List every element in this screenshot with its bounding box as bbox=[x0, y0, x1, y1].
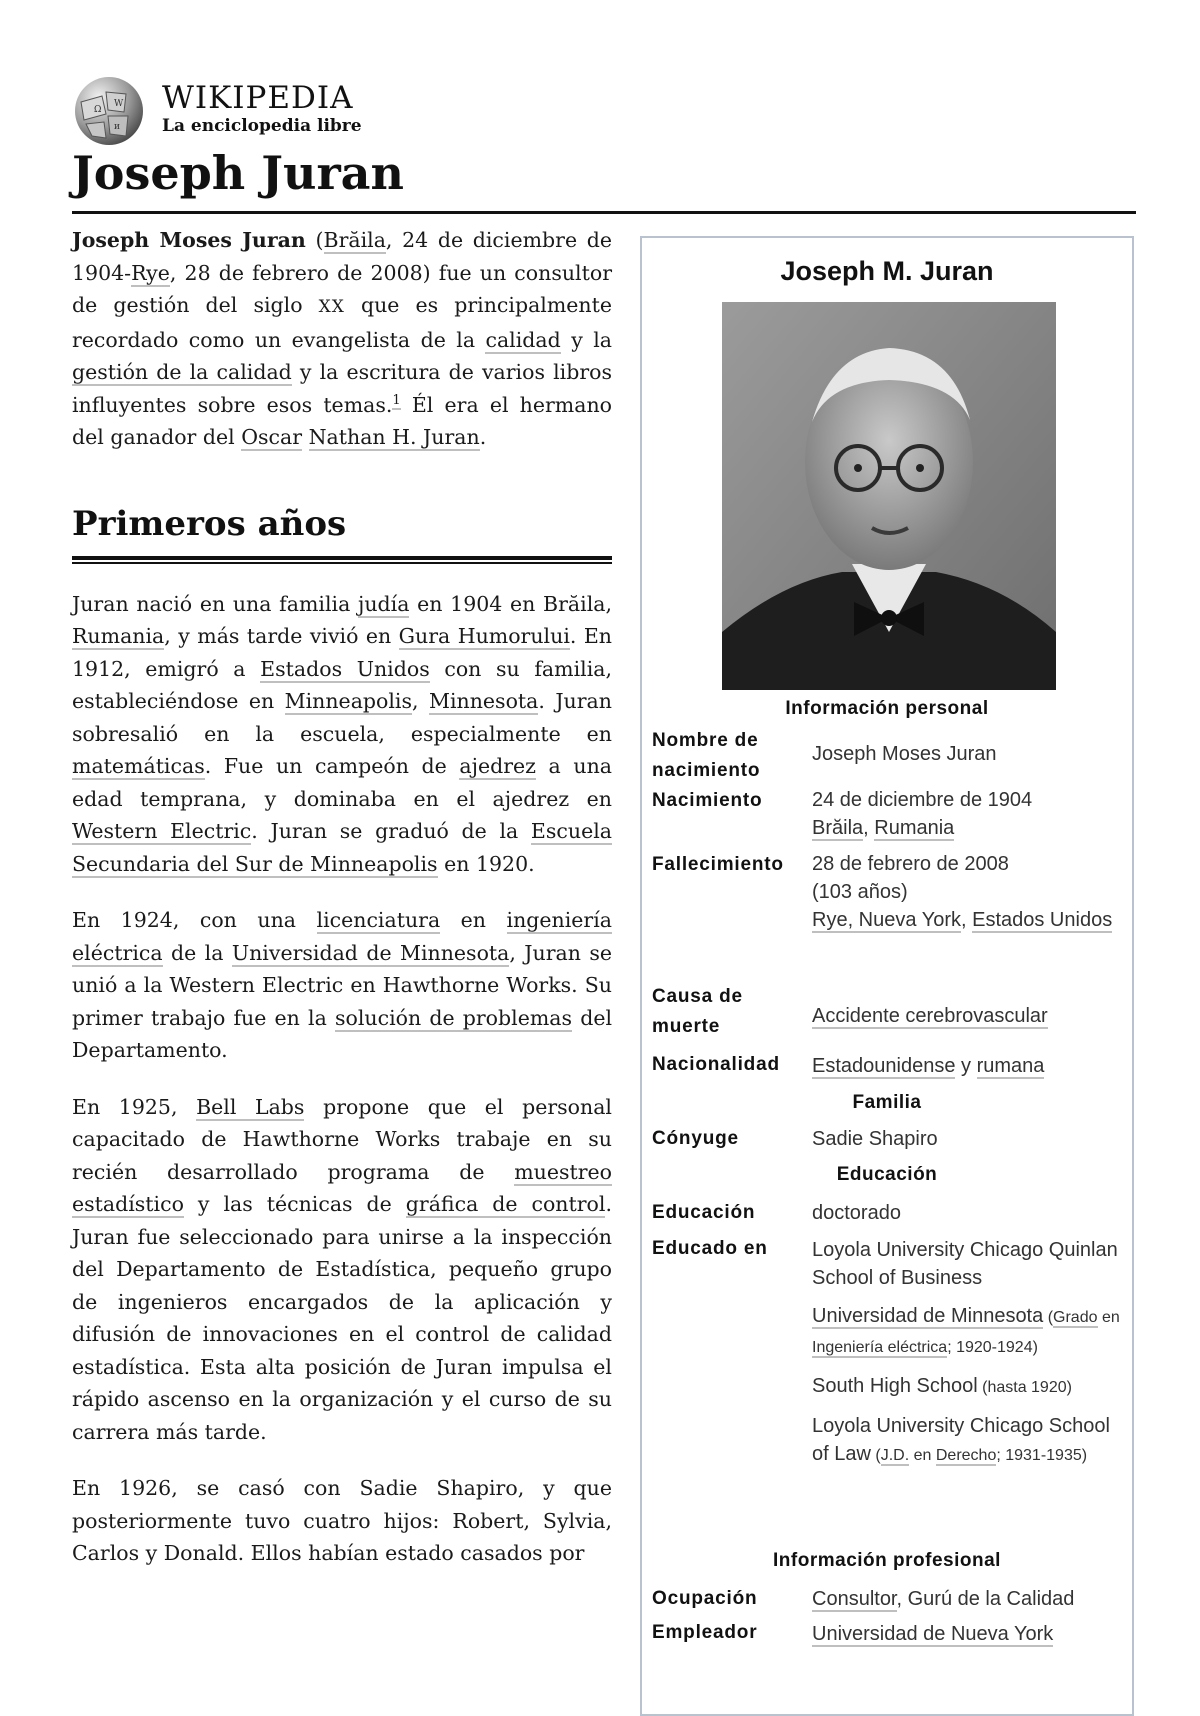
link-rye[interactable]: Rye bbox=[131, 260, 170, 285]
value-conyuge: Sadie Shapiro bbox=[812, 1128, 938, 1150]
value-nacimiento: 24 de diciembre de 1904 Brăila, Rumania bbox=[812, 789, 1033, 839]
value-ocupacion: Consultor, Gurú de la Calidad bbox=[812, 1588, 1075, 1610]
wikipedia-globe-icon[interactable] bbox=[72, 74, 146, 148]
link-judia[interactable]: judía bbox=[358, 591, 410, 616]
page-title: Joseph Juran bbox=[72, 146, 404, 200]
section-divider bbox=[72, 556, 612, 564]
link-grado[interactable]: Grado bbox=[1053, 1309, 1098, 1326]
label-educacion: Educación bbox=[652, 1202, 756, 1223]
label-ocupacion: Ocupación bbox=[652, 1588, 758, 1609]
edu-item: South High School (hasta 1920) bbox=[812, 1375, 1072, 1397]
value-nombre-nacimiento: Joseph Moses Juran bbox=[812, 743, 997, 765]
link-nathan-juran[interactable]: Nathan H. Juran bbox=[308, 425, 480, 449]
label-nacionalidad: Nacionalidad bbox=[652, 1054, 780, 1075]
link-matematicas[interactable]: matemáticas bbox=[72, 754, 205, 778]
link-accidente-cerebrovascular[interactable]: Accidente cerebrovascular bbox=[812, 1005, 1048, 1027]
label-conyuge: Cónyuge bbox=[652, 1128, 739, 1149]
link-universidad-minnesota[interactable]: Universidad de Minnesota bbox=[231, 940, 510, 965]
svg-text:Ω: Ω bbox=[94, 105, 102, 115]
label-fallecimiento: Fallecimiento bbox=[652, 854, 784, 875]
value-educacion: doctorado bbox=[812, 1202, 901, 1224]
portrait-photo[interactable] bbox=[722, 302, 1056, 690]
century-numeral: XX bbox=[318, 297, 345, 317]
link-muestreo-estadistico[interactable]: muestreo estadístico bbox=[72, 1159, 612, 1216]
article-body bbox=[72, 224, 612, 1570]
link-bell-labs[interactable]: Bell Labs bbox=[196, 1094, 305, 1119]
link-universidad-nueva-york[interactable]: Universidad de Nueva York bbox=[812, 1623, 1054, 1645]
wikipedia-tagline: La enciclopedia libre bbox=[162, 116, 362, 136]
paragraph: Juran nació en una familia judía en 1904 en Brăila, Rumania, y más tarde vivió en Gura Humorului. En 1912, emigró a Estados Unidos con su familia, estableciéndose en Minneapolis, Minnesota. Juran sobresalió en la escuela, especialmente en matemáticas. Fue un campeón de ajedrez a una edad temprana, y dominaba en el ajedrez en Western Electric. Juran se graduó de la Escuela Secundaria del Sur de Minneapolis en 1920. bbox=[72, 591, 612, 876]
title-divider bbox=[72, 211, 1136, 214]
link-rumana[interactable]: rumana bbox=[976, 1055, 1045, 1077]
link-gura-humorului[interactable]: Gura Humorului bbox=[398, 624, 570, 648]
infobox bbox=[640, 236, 1134, 1716]
link-consultor[interactable]: Consultor bbox=[812, 1588, 897, 1610]
paragraph: En 1924, con una licenciatura en ingeniería eléctrica de la Universidad de Minnesota, Juran se unió a la Western Electric en Hawthorne Works. Su primer trabajo fue en la solución de problemas del Departamento. bbox=[72, 908, 613, 1062]
section-header-familia: Familia bbox=[852, 1092, 922, 1113]
section-header-profesional: Información profesional bbox=[773, 1550, 1001, 1571]
intro-paragraph: Joseph Moses Juran (Brăila, 24 de diciembre de 1904-Rye, 28 de febrero de 2008) fue un consultor de gestión del siglo XX que es principalmente recordado como un evangelista de la calidad y la gestión de la calidad y la escritura de varios libros influyentes sobre esos temas.$^1$ Él era el hermano del ganador del Oscar Nathan H. Juran. bbox=[72, 228, 612, 449]
link-calidad[interactable]: calidad bbox=[485, 327, 561, 352]
link-estados-unidos[interactable]: Estados Unidos bbox=[972, 909, 1113, 931]
label-causa-muerte: Causa de muerte bbox=[652, 986, 743, 1037]
label-nombre-nacimiento: Nombre de nacimiento bbox=[652, 730, 761, 781]
value-nacionalidad: Estadounidense y rumana bbox=[812, 1055, 1045, 1077]
link-braila[interactable]: Brăila bbox=[812, 817, 864, 839]
link-estadounidense[interactable]: Estadounidense bbox=[812, 1055, 956, 1077]
label-educado-en: Educado en bbox=[652, 1238, 768, 1259]
link-gestion-calidad[interactable]: gestión de la calidad bbox=[72, 360, 292, 384]
subject-name: Joseph Moses Juran bbox=[72, 228, 306, 252]
edu-item: Loyola University Chicago Quinlan School of Business bbox=[812, 1239, 1118, 1289]
link-ingenieria-electrica[interactable]: ingeniería eléctrica bbox=[72, 908, 612, 965]
link-braila[interactable]: Brăila bbox=[323, 228, 386, 252]
link-ajedrez[interactable]: ajedrez bbox=[459, 754, 536, 778]
link-jd[interactable]: J.D. bbox=[880, 1447, 910, 1464]
link-rumania[interactable]: Rumania bbox=[72, 624, 165, 648]
edu-item: Loyola University Chicago School of Law (J.D. en Derecho; 1931-1935) bbox=[812, 1415, 1110, 1465]
paragraph: En 1925, Bell Labs propone que el personal capacitado de Hawthorne Works trabaje en su recién desarrollado programa de muestreo estadístico y las técnicas de gráfica de control. Juran fue seleccionado para unirse a la inspección del Departamento de Estadística, pequeño grupo de ingenieros encargados de la aplicación y difusión de innovaciones en el control de calidad estadística. Esta alta posición de Juran impulsa el rápido ascenso en la organización y el curso de su carrera más tarde. bbox=[72, 1094, 612, 1444]
reference-1[interactable]: 1 bbox=[392, 392, 401, 408]
value-empleador bbox=[812, 1620, 1130, 1648]
value-educado-en bbox=[812, 1236, 1130, 1470]
link-minnesota[interactable]: Minnesota bbox=[428, 689, 539, 713]
link-ingenieria-electrica[interactable]: Ingeniería eléctrica bbox=[812, 1339, 948, 1356]
edu-item: Universidad de Minnesota (Grado en Ingeniería eléctrica; 1920-1924) bbox=[812, 1305, 1120, 1356]
section-header-personal: Información personal bbox=[785, 698, 989, 719]
paragraph: En 1926, se casó con Sadie Shapiro, y que posteriormente tuvo cuatro hijos: Robert, Sylvia, Carlos y Donald. Ellos habían estado casados por bbox=[72, 1476, 612, 1565]
section-header-educacion: Educación bbox=[836, 1164, 938, 1185]
link-escuela-secundaria[interactable]: Escuela Secundaria del Sur de Minneapolis bbox=[72, 819, 612, 876]
link-rye-nueva-york[interactable]: Rye, Nueva York bbox=[812, 909, 961, 931]
link-western-electric[interactable]: Western Electric bbox=[72, 819, 252, 843]
svg-text:W: W bbox=[114, 99, 124, 109]
link-oscar[interactable]: Oscar bbox=[241, 425, 303, 449]
link-universidad-minnesota[interactable]: Universidad de Minnesota bbox=[812, 1305, 1044, 1327]
section-title: Primeros años bbox=[72, 503, 347, 544]
value-fallecimiento: 28 de febrero de 2008 (103 años) Rye, Nueva York, Estados Unidos bbox=[812, 853, 1113, 931]
link-derecho[interactable]: Derecho bbox=[935, 1447, 997, 1464]
link-minneapolis[interactable]: Minneapolis bbox=[284, 689, 413, 713]
infobox-title: Joseph M. Juran bbox=[780, 256, 994, 286]
svg-text:и: и bbox=[114, 122, 120, 132]
label-nacimiento: Nacimiento bbox=[652, 790, 763, 811]
wikipedia-wordmark[interactable]: WIKIPEDIA bbox=[162, 80, 354, 116]
link-estados-unidos[interactable]: Estados Unidos bbox=[260, 656, 430, 681]
link-solucion-problemas[interactable]: solución de problemas bbox=[334, 1005, 573, 1030]
link-rumania[interactable]: Rumania bbox=[874, 817, 955, 839]
value-causa-muerte bbox=[812, 1002, 1130, 1030]
link-grafica-control[interactable]: gráfica de control bbox=[405, 1192, 606, 1216]
label-empleador: Empleador bbox=[652, 1622, 758, 1643]
link-licenciatura[interactable]: licenciatura bbox=[316, 908, 441, 932]
